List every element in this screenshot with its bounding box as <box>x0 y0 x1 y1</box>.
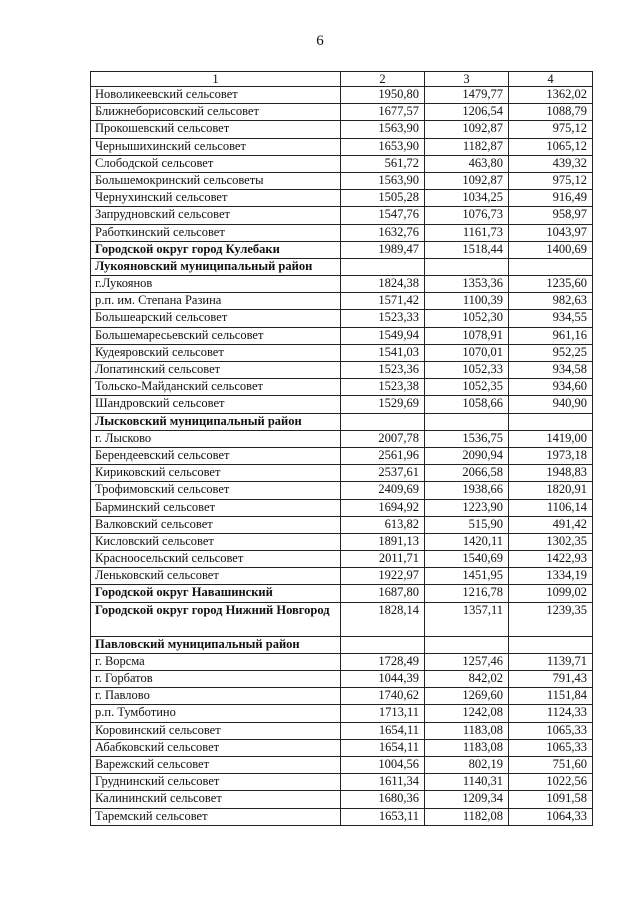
row-name-cell: г. Павлово <box>91 688 341 705</box>
table-row <box>91 791 593 808</box>
table-row <box>91 172 593 189</box>
row-value-col3: 1052,33 <box>425 362 509 379</box>
row-value-col3: 1518,44 <box>425 241 509 258</box>
row-value-col3: 1206,54 <box>425 104 509 121</box>
row-value-col4: 934,60 <box>509 379 593 396</box>
table-row <box>91 447 593 464</box>
row-name-cell: Прокошевский сельсовет <box>91 121 341 138</box>
row-value-col4: 1124,33 <box>509 705 593 722</box>
row-name-cell: Таремский сельсовет <box>91 808 341 825</box>
row-value-col4: 1422,93 <box>509 551 593 568</box>
row-value-col4: 1820,91 <box>509 482 593 499</box>
row-value-col2: 2561,96 <box>341 447 425 464</box>
row-value-col3: 802,19 <box>425 756 509 773</box>
row-value-col2: 1523,36 <box>341 362 425 379</box>
row-value-col2: 1891,13 <box>341 533 425 550</box>
row-value-col2 <box>341 413 425 430</box>
table-row <box>91 138 593 155</box>
row-value-col4: 934,58 <box>509 362 593 379</box>
row-value-col2: 1505,28 <box>341 190 425 207</box>
row-value-col4: 982,63 <box>509 293 593 310</box>
row-value-col2: 1004,56 <box>341 756 425 773</box>
row-value-col2: 2007,78 <box>341 430 425 447</box>
row-value-col4: 934,55 <box>509 310 593 327</box>
table-row <box>91 224 593 241</box>
row-value-col3: 1353,36 <box>425 276 509 293</box>
row-name-cell: Барминский сельсовет <box>91 499 341 516</box>
row-name-cell: Чернухинский сельсовет <box>91 190 341 207</box>
row-value-col3: 1070,01 <box>425 344 509 361</box>
row-value-col3: 1034,25 <box>425 190 509 207</box>
row-name-cell: Абабковский сельсовет <box>91 739 341 756</box>
row-value-col2: 1541,03 <box>341 344 425 361</box>
row-value-col4: 1151,84 <box>509 688 593 705</box>
row-value-col3: 1209,34 <box>425 791 509 808</box>
row-value-col2 <box>341 258 425 275</box>
row-name-cell: Запрудновский сельсовет <box>91 207 341 224</box>
table-row <box>91 808 593 825</box>
row-value-col3: 1161,73 <box>425 224 509 241</box>
table-row <box>91 551 593 568</box>
row-name-cell: Варежский сельсовет <box>91 756 341 773</box>
row-value-col2: 1571,42 <box>341 293 425 310</box>
row-value-col3: 1242,08 <box>425 705 509 722</box>
row-name-cell: г. Лысково <box>91 430 341 447</box>
row-value-col2: 1680,36 <box>341 791 425 808</box>
row-value-col4: 1065,33 <box>509 739 593 756</box>
row-value-col3: 1076,73 <box>425 207 509 224</box>
row-name-cell: Лукояновский муниципальный район <box>91 258 341 275</box>
page-number: 6 <box>316 33 324 49</box>
row-name-cell: Большеарский сельсовет <box>91 310 341 327</box>
row-value-col4: 1235,60 <box>509 276 593 293</box>
table-row <box>91 482 593 499</box>
table-row <box>91 568 593 585</box>
row-value-col3: 515,90 <box>425 516 509 533</box>
row-name-cell: Большемаресьевский сельсовет <box>91 327 341 344</box>
table-row <box>91 602 593 636</box>
row-value-col3: 1140,31 <box>425 774 509 791</box>
table-row <box>91 430 593 447</box>
row-value-col2: 1654,11 <box>341 722 425 739</box>
row-name-cell: Городской округ город Кулебаки <box>91 241 341 258</box>
table-row <box>91 396 593 413</box>
row-value-col4: 940,90 <box>509 396 593 413</box>
row-value-col3: 1092,87 <box>425 172 509 189</box>
row-value-col2: 1653,11 <box>341 808 425 825</box>
row-value-col2 <box>341 636 425 653</box>
tariff-table <box>90 71 593 826</box>
row-value-col4: 1400,69 <box>509 241 593 258</box>
row-value-col2: 1611,34 <box>341 774 425 791</box>
row-value-col4: 1088,79 <box>509 104 593 121</box>
table-row <box>91 465 593 482</box>
row-name-cell: Чернышихинский сельсовет <box>91 138 341 155</box>
row-name-cell: Коровинский сельсовет <box>91 722 341 739</box>
row-name-cell: Работкинский сельсовет <box>91 224 341 241</box>
row-name-cell: Павловский муниципальный район <box>91 636 341 653</box>
table-row <box>91 585 593 602</box>
row-name-cell: Лопатинский сельсовет <box>91 362 341 379</box>
row-value-col3: 1183,08 <box>425 722 509 739</box>
table-row <box>91 190 593 207</box>
table-row <box>91 207 593 224</box>
table-row <box>91 636 593 653</box>
row-name-cell: Кириковский сельсовет <box>91 465 341 482</box>
row-value-col3: 1540,69 <box>425 551 509 568</box>
row-value-col3: 1100,39 <box>425 293 509 310</box>
row-value-col2: 1922,97 <box>341 568 425 585</box>
row-value-col4 <box>509 258 593 275</box>
row-name-cell: г. Ворсма <box>91 653 341 670</box>
row-value-col4: 1043,97 <box>509 224 593 241</box>
row-name-cell: Груднинский сельсовет <box>91 774 341 791</box>
table-row <box>91 756 593 773</box>
row-name-cell: Городской округ город Нижний Новгород <box>91 602 341 636</box>
table-header-row <box>91 72 593 87</box>
row-value-col4: 491,42 <box>509 516 593 533</box>
column-header-3: 3 <box>425 72 509 87</box>
row-value-col3: 1052,35 <box>425 379 509 396</box>
table-row <box>91 653 593 670</box>
row-value-col2: 1713,11 <box>341 705 425 722</box>
row-value-col4: 958,97 <box>509 207 593 224</box>
row-name-cell: Берендеевский сельсовет <box>91 447 341 464</box>
row-value-col2: 2409,69 <box>341 482 425 499</box>
row-value-col3: 1269,60 <box>425 688 509 705</box>
row-value-col2: 561,72 <box>341 155 425 172</box>
row-name-cell: р.п. им. Степана Разина <box>91 293 341 310</box>
table-row <box>91 671 593 688</box>
row-value-col2: 1653,90 <box>341 138 425 155</box>
table-row <box>91 310 593 327</box>
row-value-col3: 1420,11 <box>425 533 509 550</box>
row-value-col4 <box>509 636 593 653</box>
row-value-col3 <box>425 258 509 275</box>
row-name-cell: Шандровский сельсовет <box>91 396 341 413</box>
row-value-col2: 2011,71 <box>341 551 425 568</box>
row-value-col2: 1549,94 <box>341 327 425 344</box>
row-value-col2: 1677,57 <box>341 104 425 121</box>
row-value-col2: 1989,47 <box>341 241 425 258</box>
row-value-col4: 1239,35 <box>509 602 593 636</box>
column-header-1: 1 <box>91 72 341 87</box>
row-name-cell: г.Лукоянов <box>91 276 341 293</box>
table-row <box>91 327 593 344</box>
row-value-col3: 2066,58 <box>425 465 509 482</box>
table-row <box>91 379 593 396</box>
row-value-col4: 751,60 <box>509 756 593 773</box>
row-value-col2: 1687,80 <box>341 585 425 602</box>
row-value-col2: 1547,76 <box>341 207 425 224</box>
row-value-col3: 842,02 <box>425 671 509 688</box>
row-value-col3: 1058,66 <box>425 396 509 413</box>
row-value-col3: 463,80 <box>425 155 509 172</box>
row-value-col4: 1362,02 <box>509 87 593 104</box>
row-name-cell: Слободской сельсовет <box>91 155 341 172</box>
table-row <box>91 87 593 104</box>
row-value-col4: 916,49 <box>509 190 593 207</box>
table-row <box>91 121 593 138</box>
row-name-cell: Трофимовский сельсовет <box>91 482 341 499</box>
row-value-col2: 1563,90 <box>341 172 425 189</box>
table-row <box>91 293 593 310</box>
row-name-cell: Кудеяровский сельсовет <box>91 344 341 361</box>
row-name-cell: Калининский сельсовет <box>91 791 341 808</box>
table-row <box>91 276 593 293</box>
row-value-col4: 975,12 <box>509 121 593 138</box>
row-name-cell: р.п. Тумботино <box>91 705 341 722</box>
row-value-col2: 1728,49 <box>341 653 425 670</box>
row-value-col4: 1973,18 <box>509 447 593 464</box>
table-row <box>91 413 593 430</box>
row-value-col4: 1139,71 <box>509 653 593 670</box>
row-value-col4: 1064,33 <box>509 808 593 825</box>
column-header-4: 4 <box>509 72 593 87</box>
row-value-col3: 1223,90 <box>425 499 509 516</box>
table-row <box>91 499 593 516</box>
table-row <box>91 258 593 275</box>
row-value-col3: 1216,78 <box>425 585 509 602</box>
row-value-col3: 1479,77 <box>425 87 509 104</box>
table-row <box>91 344 593 361</box>
row-value-col3: 2090,94 <box>425 447 509 464</box>
row-name-cell: Ближнеборисовский сельсовет <box>91 104 341 121</box>
row-value-col2: 1044,39 <box>341 671 425 688</box>
row-value-col2: 1824,38 <box>341 276 425 293</box>
row-value-col4: 1419,00 <box>509 430 593 447</box>
row-value-col4: 952,25 <box>509 344 593 361</box>
table-row <box>91 739 593 756</box>
row-value-col2: 1654,11 <box>341 739 425 756</box>
row-value-col3: 1182,08 <box>425 808 509 825</box>
table-row <box>91 705 593 722</box>
row-value-col4: 1334,19 <box>509 568 593 585</box>
table-row <box>91 516 593 533</box>
row-value-col4: 975,12 <box>509 172 593 189</box>
row-value-col3: 1092,87 <box>425 121 509 138</box>
row-value-col3 <box>425 413 509 430</box>
row-name-cell: Большемокринский сельсоветы <box>91 172 341 189</box>
table-row <box>91 722 593 739</box>
table-row <box>91 688 593 705</box>
table-row <box>91 104 593 121</box>
row-value-col2: 1950,80 <box>341 87 425 104</box>
row-value-col4: 1099,02 <box>509 585 593 602</box>
row-value-col4: 1065,12 <box>509 138 593 155</box>
table-row <box>91 533 593 550</box>
row-value-col3: 1052,30 <box>425 310 509 327</box>
row-name-cell: г. Горбатов <box>91 671 341 688</box>
row-value-col3: 1257,46 <box>425 653 509 670</box>
column-header-2: 2 <box>341 72 425 87</box>
row-value-col2: 1828,14 <box>341 602 425 636</box>
row-value-col2: 613,82 <box>341 516 425 533</box>
row-value-col4: 1065,33 <box>509 722 593 739</box>
row-name-cell: Новоликеевский сельсовет <box>91 87 341 104</box>
row-value-col4: 1022,56 <box>509 774 593 791</box>
row-name-cell: Городской округ Навашинский <box>91 585 341 602</box>
table-row <box>91 241 593 258</box>
row-value-col3: 1183,08 <box>425 739 509 756</box>
row-name-cell: Кисловский сельсовет <box>91 533 341 550</box>
row-value-col3: 1078,91 <box>425 327 509 344</box>
row-value-col4: 1948,83 <box>509 465 593 482</box>
row-value-col4: 439,32 <box>509 155 593 172</box>
row-value-col2: 1740,62 <box>341 688 425 705</box>
row-value-col4: 791,43 <box>509 671 593 688</box>
row-name-cell: Лысковский муниципальный район <box>91 413 341 430</box>
row-value-col2: 1694,92 <box>341 499 425 516</box>
row-value-col2: 1529,69 <box>341 396 425 413</box>
row-value-col4: 1302,35 <box>509 533 593 550</box>
row-value-col3: 1536,75 <box>425 430 509 447</box>
row-value-col2: 2537,61 <box>341 465 425 482</box>
row-name-cell: Валковский сельсовет <box>91 516 341 533</box>
table-row <box>91 362 593 379</box>
table-row <box>91 155 593 172</box>
row-value-col4: 1106,14 <box>509 499 593 516</box>
row-value-col3: 1357,11 <box>425 602 509 636</box>
row-value-col4 <box>509 413 593 430</box>
row-value-col2: 1563,90 <box>341 121 425 138</box>
row-name-cell: Красноосельский сельсовет <box>91 551 341 568</box>
row-value-col3 <box>425 636 509 653</box>
row-name-cell: Тольско-Майданский сельсовет <box>91 379 341 396</box>
row-value-col3: 1451,95 <box>425 568 509 585</box>
row-value-col4: 961,16 <box>509 327 593 344</box>
row-value-col2: 1523,33 <box>341 310 425 327</box>
row-value-col3: 1938,66 <box>425 482 509 499</box>
row-name-cell: Леньковский сельсовет <box>91 568 341 585</box>
row-value-col2: 1632,76 <box>341 224 425 241</box>
row-value-col3: 1182,87 <box>425 138 509 155</box>
row-value-col2: 1523,38 <box>341 379 425 396</box>
row-value-col4: 1091,58 <box>509 791 593 808</box>
table-row <box>91 774 593 791</box>
